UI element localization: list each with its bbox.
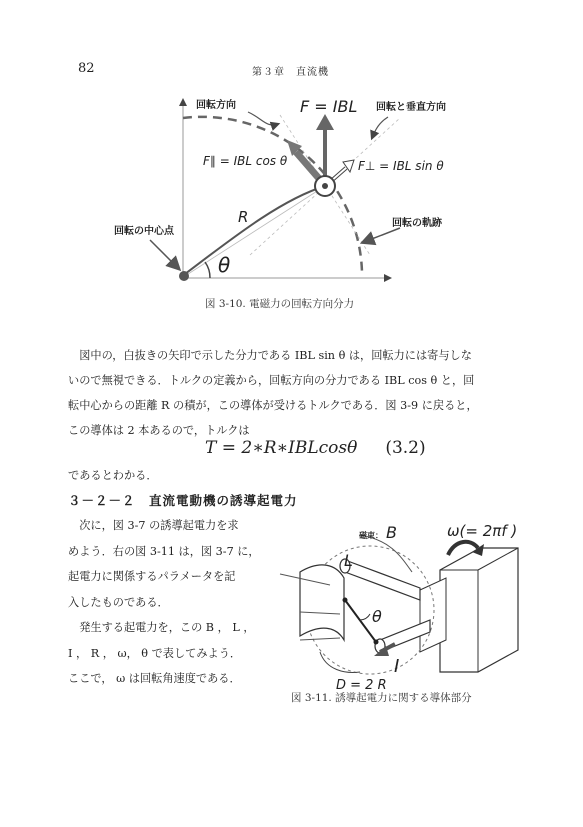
label-perpendicular-direction: 回転と垂直方向 bbox=[376, 102, 446, 113]
label-omega: ω(= 2πf ) bbox=[447, 522, 518, 540]
section-heading: ３－２－２ 直流電動機の誘導起電力 bbox=[68, 493, 298, 508]
label-flux: 磁束： bbox=[359, 531, 383, 540]
side-line: 起電力に関係するパラメータを記 bbox=[68, 570, 236, 583]
page-number: 82 bbox=[78, 61, 95, 76]
label-L: L bbox=[344, 551, 353, 570]
paragraph-line: 図中の，白抜きの矢印で示した分力である IBL sin θ は，回転力には寄与しな bbox=[79, 349, 472, 362]
side-line: めよう．右の図 3-11 は，図 3-7 に， bbox=[68, 544, 260, 558]
theta-arc bbox=[360, 614, 370, 620]
flux-line bbox=[300, 638, 340, 640]
label-D: D = 2 R bbox=[336, 678, 387, 693]
side-line: 入したものである． bbox=[68, 595, 169, 609]
label-radius: R bbox=[238, 208, 249, 226]
pole-cutout bbox=[420, 578, 446, 652]
label-rotation-direction: 回転方向 bbox=[196, 100, 236, 111]
figure-3-11-caption: 図 3-11. 誘導起電力に関する導体部分 bbox=[291, 692, 472, 704]
paragraph-line: いので無視できる．トルクの定義から，回転方向の分力である IBL cos θ と，回 bbox=[68, 374, 475, 387]
side-line: 発生する起電力を，この B ， L ， bbox=[79, 621, 255, 634]
left-pole bbox=[300, 565, 344, 640]
label-rotation-trajectory: 回転の軌跡 bbox=[392, 218, 442, 229]
label-I: I bbox=[394, 656, 400, 677]
equation-number: (3.2) bbox=[385, 438, 426, 458]
label-force-main: F = IBL bbox=[300, 97, 358, 116]
pole-box bbox=[440, 548, 518, 672]
label-rotation-center: 回転の中心点 bbox=[114, 226, 174, 237]
label-theta: θ bbox=[218, 253, 231, 277]
figure-3-10-caption: 図 3-10. 電磁力の回転方向分力 bbox=[205, 298, 355, 310]
equation-body: T = 2∗R∗IBLcosθ bbox=[205, 438, 358, 458]
diameter-dimension bbox=[320, 652, 360, 672]
upper-conductor bbox=[345, 560, 420, 600]
label-force-perpendicular: F⊥ = IBL sin θ bbox=[358, 159, 444, 173]
label-force-parallel: F∥ = IBL cos θ bbox=[203, 154, 288, 168]
side-line: I ， R ， ω， θ で表してみよう． bbox=[68, 646, 242, 660]
after-equation-text: であるとわかる． bbox=[68, 469, 158, 482]
side-line: ここで， ω は回転角速度である． bbox=[68, 672, 241, 685]
label-B: B bbox=[386, 523, 397, 542]
label-theta-2: θ bbox=[372, 607, 382, 626]
side-line: 次に，図 3-7 の誘導起電力を求 bbox=[79, 519, 239, 532]
paragraph-line: 転中心からの距離 R の積が，この導体が受けるトルクである．図 3-9 に戻ると， bbox=[68, 399, 478, 412]
paragraph-line: この導体は 2 本あるので，トルクは bbox=[68, 424, 250, 437]
chapter-header: 第３章 直流機 bbox=[252, 67, 329, 78]
